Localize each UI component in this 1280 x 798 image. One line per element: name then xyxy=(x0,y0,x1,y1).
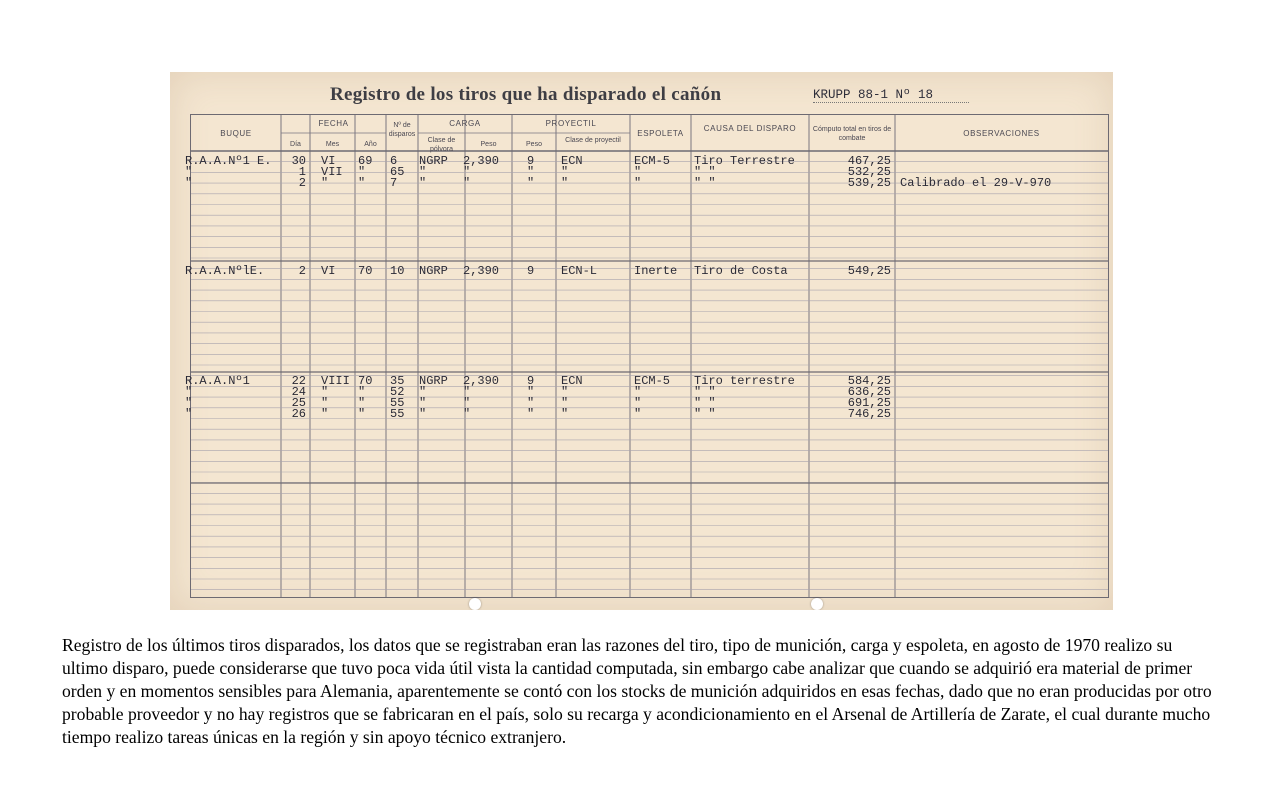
cell-computo: 636,25 xyxy=(847,385,891,399)
header-causa: CAUSA DEL DISPARO xyxy=(703,124,797,133)
cell-peso: 2,390 xyxy=(463,264,500,278)
header-clase-polvora: Clase de pólvora xyxy=(427,137,456,153)
cell-espoleta: ECM-5 xyxy=(634,374,671,388)
cell-espoleta: " xyxy=(634,407,642,421)
cell-peso-proy: " xyxy=(527,396,535,410)
cell-disparos: 6 xyxy=(390,154,398,168)
cell-peso-proy: 9 xyxy=(527,154,535,168)
cell-computo: 532,25 xyxy=(847,165,891,179)
header-carga: CARGA xyxy=(449,119,481,128)
cell-anio: " xyxy=(358,385,366,399)
cell-mes: VIII xyxy=(321,374,350,388)
cell-dia: 2 xyxy=(298,176,306,190)
ledger-card xyxy=(170,72,1113,610)
cell-peso-proy: 9 xyxy=(527,374,535,388)
cell-polvora: " xyxy=(419,385,427,399)
cell-peso-proy: " xyxy=(527,407,535,421)
cell-disparos: 65 xyxy=(390,165,405,179)
cell-disparos: 7 xyxy=(390,176,398,190)
header-peso-carga: Peso xyxy=(480,141,497,148)
caption-text: Registro de los últimos tiros disparados, los datos que se registraban eran las razones del tiro, tipo de munición, carga y espoleta, en agosto de 1970 realizo su ultimo disparo, puede considerarse que tuvo poca vida útil vista la cantidad computada, sin embargo cabe analizar que cuando se adquirió era material de primer orden y en momentos sensibles para Alemania, aparentemente se contó con los stocks de munición adquiridos en esas fechas, dado que no eran producidas por otro probable proveedor y no hay registros que se fabricaran en el país, solo su recarga y acondicionamiento en el Arsenal de Artillería de Zarate, el cual durante mucho tiempo realizo tareas únicas en la región y sin apoyo técnico extranjero. xyxy=(62,635,1212,747)
cell-buque: R.A.A.Nº1 xyxy=(185,374,250,388)
cell-anio: " xyxy=(358,165,366,179)
cell-mes: " xyxy=(321,396,329,410)
cell-polvora: NGRP xyxy=(419,264,448,278)
cell-computo: 691,25 xyxy=(847,396,891,410)
cell-causa: " " xyxy=(694,407,716,421)
cell-buque: R.A.A.Nº1 E. xyxy=(185,154,272,168)
cell-clase-proy: ECN xyxy=(561,374,583,388)
cell-clase-proy: ECN xyxy=(561,154,583,168)
header-mes: Mes xyxy=(325,141,340,148)
cell-causa: " " xyxy=(694,165,716,179)
header-espoleta: ESPOLETA xyxy=(637,129,684,138)
header-observaciones: OBSERVACIONES xyxy=(963,129,1040,138)
cell-disparos: 35 xyxy=(390,374,405,388)
header-computo: Cómputo total en tiros de combate xyxy=(812,126,892,142)
cell-computo: 584,25 xyxy=(847,374,891,388)
header-dia: Día xyxy=(290,141,301,148)
header-fecha: FECHA xyxy=(318,119,349,128)
cell-clase-proy: " xyxy=(561,165,569,179)
cell-anio: " xyxy=(358,407,366,421)
cell-clase-proy: " xyxy=(561,396,569,410)
cell-mes: VII xyxy=(321,165,343,179)
header-num-disparos: Nº de disparos xyxy=(388,122,416,138)
cell-peso: " xyxy=(463,176,471,190)
cell-anio: 70 xyxy=(358,264,373,278)
cell-computo: 746,25 xyxy=(847,407,891,421)
cell-clase-proy: " xyxy=(561,407,569,421)
cell-peso-proy: 9 xyxy=(527,264,535,278)
cell-causa: Tiro de Costa xyxy=(694,264,788,278)
cell-dia: 1 xyxy=(298,165,306,179)
cell-buque: " xyxy=(185,165,193,179)
cell-dia: 26 xyxy=(291,407,306,421)
cell-peso: " xyxy=(463,385,471,399)
gun-identifier: KRUPP 88-1 Nº 18 xyxy=(813,88,969,103)
cell-computo: 467,25 xyxy=(847,154,891,168)
cell-peso-proy: " xyxy=(527,385,535,399)
header-anio: Año xyxy=(364,141,377,148)
cell-anio: " xyxy=(358,176,366,190)
cell-dia: 25 xyxy=(291,396,306,410)
header-buque: BUQUE xyxy=(220,129,252,138)
header-proyectil: PROYECTIL xyxy=(545,119,597,128)
cell-obs: Calibrado el 29-V-970 xyxy=(900,176,1052,190)
punch-hole-left xyxy=(469,598,481,610)
cell-espoleta: ECM-5 xyxy=(634,154,671,168)
cell-anio: " xyxy=(358,396,366,410)
cell-mes: VI xyxy=(321,264,336,278)
cell-clase-proy: " xyxy=(561,385,569,399)
cell-causa: " " xyxy=(694,396,716,410)
cell-peso: 2,390 xyxy=(463,154,500,168)
cell-peso: " xyxy=(463,407,471,421)
header-clase-proyectil: Clase de proyectil xyxy=(565,137,621,144)
cell-polvora: NGRP xyxy=(419,374,448,388)
cell-dia: 24 xyxy=(291,385,306,399)
cell-mes: " xyxy=(321,385,329,399)
ledger-table-frame xyxy=(185,114,1109,598)
header-peso-proyectil: Peso xyxy=(526,141,542,148)
cell-peso: 2,390 xyxy=(463,374,500,388)
cell-peso: " xyxy=(463,165,471,179)
cell-polvora: " xyxy=(419,176,427,190)
cell-buque: " xyxy=(185,396,193,410)
cell-buque: R.A.A.NºlE. xyxy=(185,264,265,278)
cell-mes: " xyxy=(321,176,329,190)
cell-mes: VI xyxy=(321,154,336,168)
cell-espoleta: " xyxy=(634,396,642,410)
cell-espoleta: Inerte xyxy=(634,264,678,278)
cell-disparos: 10 xyxy=(390,264,405,278)
cell-buque: " xyxy=(185,385,193,399)
cell-peso: " xyxy=(463,396,471,410)
cell-causa: " " xyxy=(694,176,716,190)
cell-espoleta: " xyxy=(634,385,642,399)
cell-dia: 22 xyxy=(291,374,306,388)
cell-disparos: 55 xyxy=(390,407,405,421)
punch-hole-right xyxy=(811,598,823,610)
cell-polvora: " xyxy=(419,407,427,421)
cell-causa: Tiro Terrestre xyxy=(694,154,795,168)
cell-mes: " xyxy=(321,407,329,421)
cell-dia: 2 xyxy=(298,264,306,278)
cell-dia: 30 xyxy=(291,154,306,168)
cell-disparos: 55 xyxy=(390,396,405,410)
cell-anio: 70 xyxy=(358,374,373,388)
cell-buque: " xyxy=(185,407,193,421)
cell-espoleta: " xyxy=(634,165,642,179)
cell-causa: Tiro terrestre xyxy=(694,374,795,388)
cell-causa: " " xyxy=(694,385,716,399)
cell-polvora: NGRP xyxy=(419,154,448,168)
cell-espoleta: " xyxy=(634,176,642,190)
cell-buque: " xyxy=(185,176,193,190)
cell-anio: 69 xyxy=(358,154,373,168)
cell-polvora: " xyxy=(419,165,427,179)
cell-disparos: 52 xyxy=(390,385,405,399)
cell-peso-proy: " xyxy=(527,176,535,190)
cell-computo: 549,25 xyxy=(847,264,891,278)
cell-computo: 539,25 xyxy=(847,176,891,190)
cell-peso-proy: " xyxy=(527,165,535,179)
card-title: Registro de los tiros que ha disparado el cañón xyxy=(330,84,722,105)
cell-polvora: " xyxy=(419,396,427,410)
cell-clase-proy: " xyxy=(561,176,569,190)
cell-clase-proy: ECN-L xyxy=(561,264,598,278)
